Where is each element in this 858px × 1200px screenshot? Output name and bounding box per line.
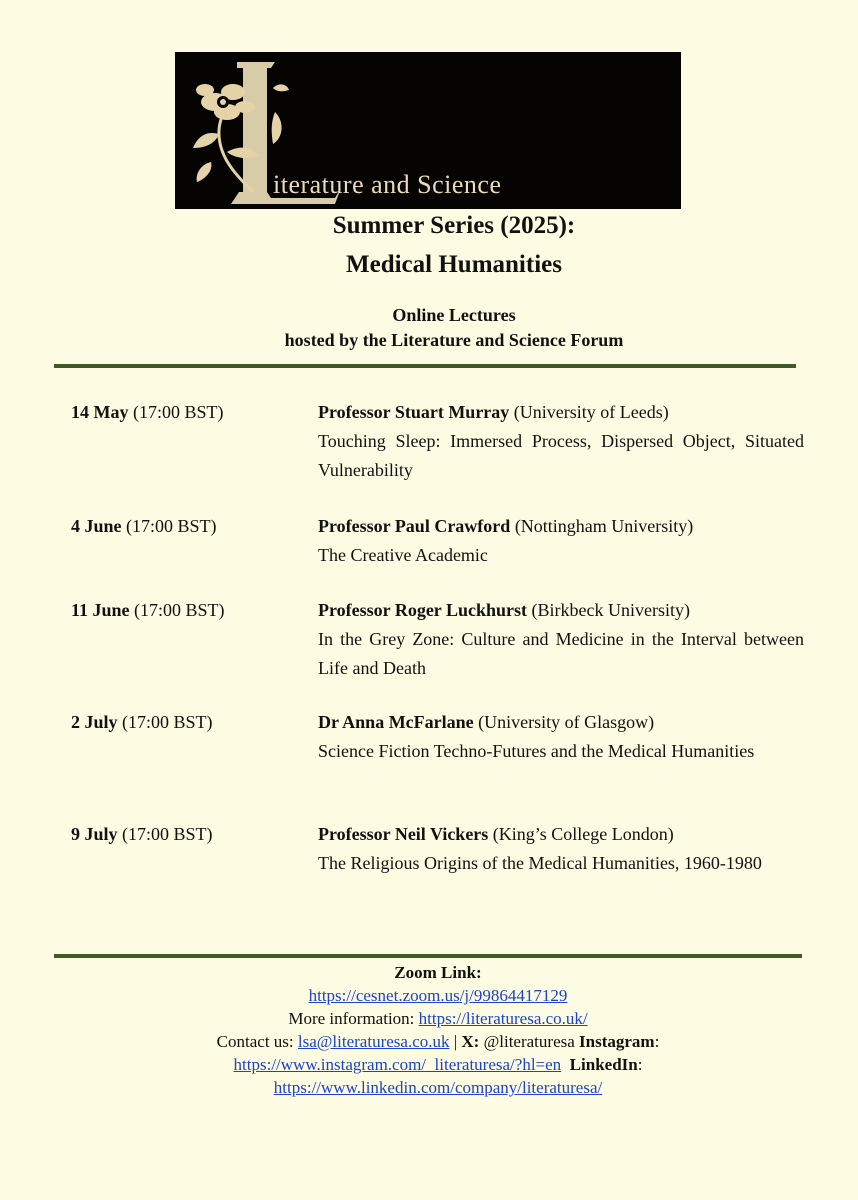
series-topic: Medical Humanities <box>346 251 562 278</box>
lecture-detail <box>318 708 804 766</box>
lecture-date: 9 July (17:00 BST) <box>71 824 213 844</box>
lecture-date: 2 July (17:00 BST) <box>71 712 213 732</box>
speaker-affiliation: (University of Glasgow) <box>478 712 655 732</box>
logo-wordmark: iterature and Science <box>273 170 502 199</box>
contact-email-link[interactable]: lsa@literaturesa.co.uk <box>297 1032 450 1051</box>
lecture-detail <box>318 820 804 878</box>
speaker-affiliation: (University of Leeds) <box>513 402 669 422</box>
x-label: X: <box>461 1032 480 1051</box>
linkedin-label: LinkedIn <box>569 1055 638 1074</box>
series-host: hosted by the Literature and Science Forum <box>284 330 624 350</box>
lecture-date: 14 May (17:00 BST) <box>71 402 224 422</box>
lecture-detail <box>318 596 804 683</box>
top-divider <box>54 364 796 368</box>
x-handle[interactable]: @literaturesa <box>483 1032 575 1051</box>
series-format: Online Lectures <box>392 305 516 325</box>
lecture-detail <box>318 512 804 570</box>
lecture-date: 4 June (17:00 BST) <box>71 516 217 536</box>
speaker-name: Professor Neil Vickers <box>318 824 489 844</box>
contact-label: Contact us: <box>216 1032 294 1051</box>
bottom-divider <box>54 954 802 958</box>
speaker-affiliation: (King’s College London) <box>492 824 674 844</box>
speaker-name: Professor Stuart Murray <box>318 402 510 422</box>
series-title: Summer Series (2025): <box>332 212 576 239</box>
instagram-label: Instagram <box>579 1032 655 1051</box>
footer-info: Zoom Link: https://cesnet.zoom.us/j/99864417129 More information: https://literaturesa.co.uk/ Contact us: lsa@literaturesa.co.uk | X: @literaturesa Instagram: https://www.instagram.com/_literaturesa/?hl=en LinkedIn: https://www.linkedin.com/company/literaturesa/ <box>216 963 660 1097</box>
speaker-name: Professor Paul Crawford <box>318 516 511 536</box>
speaker-affiliation: (Nottingham University) <box>514 516 694 536</box>
instagram-link[interactable]: https://www.instagram.com/_literaturesa/?hl=en <box>233 1055 562 1074</box>
website-link[interactable]: https://literaturesa.co.uk/ <box>418 1009 588 1028</box>
talk-title: In the Grey Zone: Culture and Medicine in the Interval between Life and Death <box>318 629 804 678</box>
talk-title: Science Fiction Techno-Futures and the Medical Humanities <box>318 741 755 761</box>
talk-title: Touching Sleep: Immersed Process, Dispersed Object, Situated Vulnerability <box>318 431 804 480</box>
lecture-date: 11 June (17:00 BST) <box>71 600 225 620</box>
lecture-detail <box>318 398 804 485</box>
speaker-name: Dr Anna McFarlane <box>318 712 474 732</box>
linkedin-link[interactable]: https://www.linkedin.com/company/literaturesa/ <box>273 1078 603 1097</box>
zoom-label: Zoom Link: <box>394 963 482 982</box>
talk-title: The Religious Origins of the Medical Humanities, 1960-1980 <box>318 853 762 873</box>
talk-title: The Creative Academic <box>318 545 488 565</box>
speaker-name: Professor Roger Luckhurst <box>318 600 527 620</box>
zoom-link[interactable]: https://cesnet.zoom.us/j/99864417129 <box>308 986 568 1005</box>
more-info-label: More information: <box>288 1009 415 1028</box>
speaker-affiliation: (Birkbeck University) <box>531 600 690 620</box>
separator: | <box>453 1032 458 1051</box>
logo-banner <box>175 52 681 209</box>
